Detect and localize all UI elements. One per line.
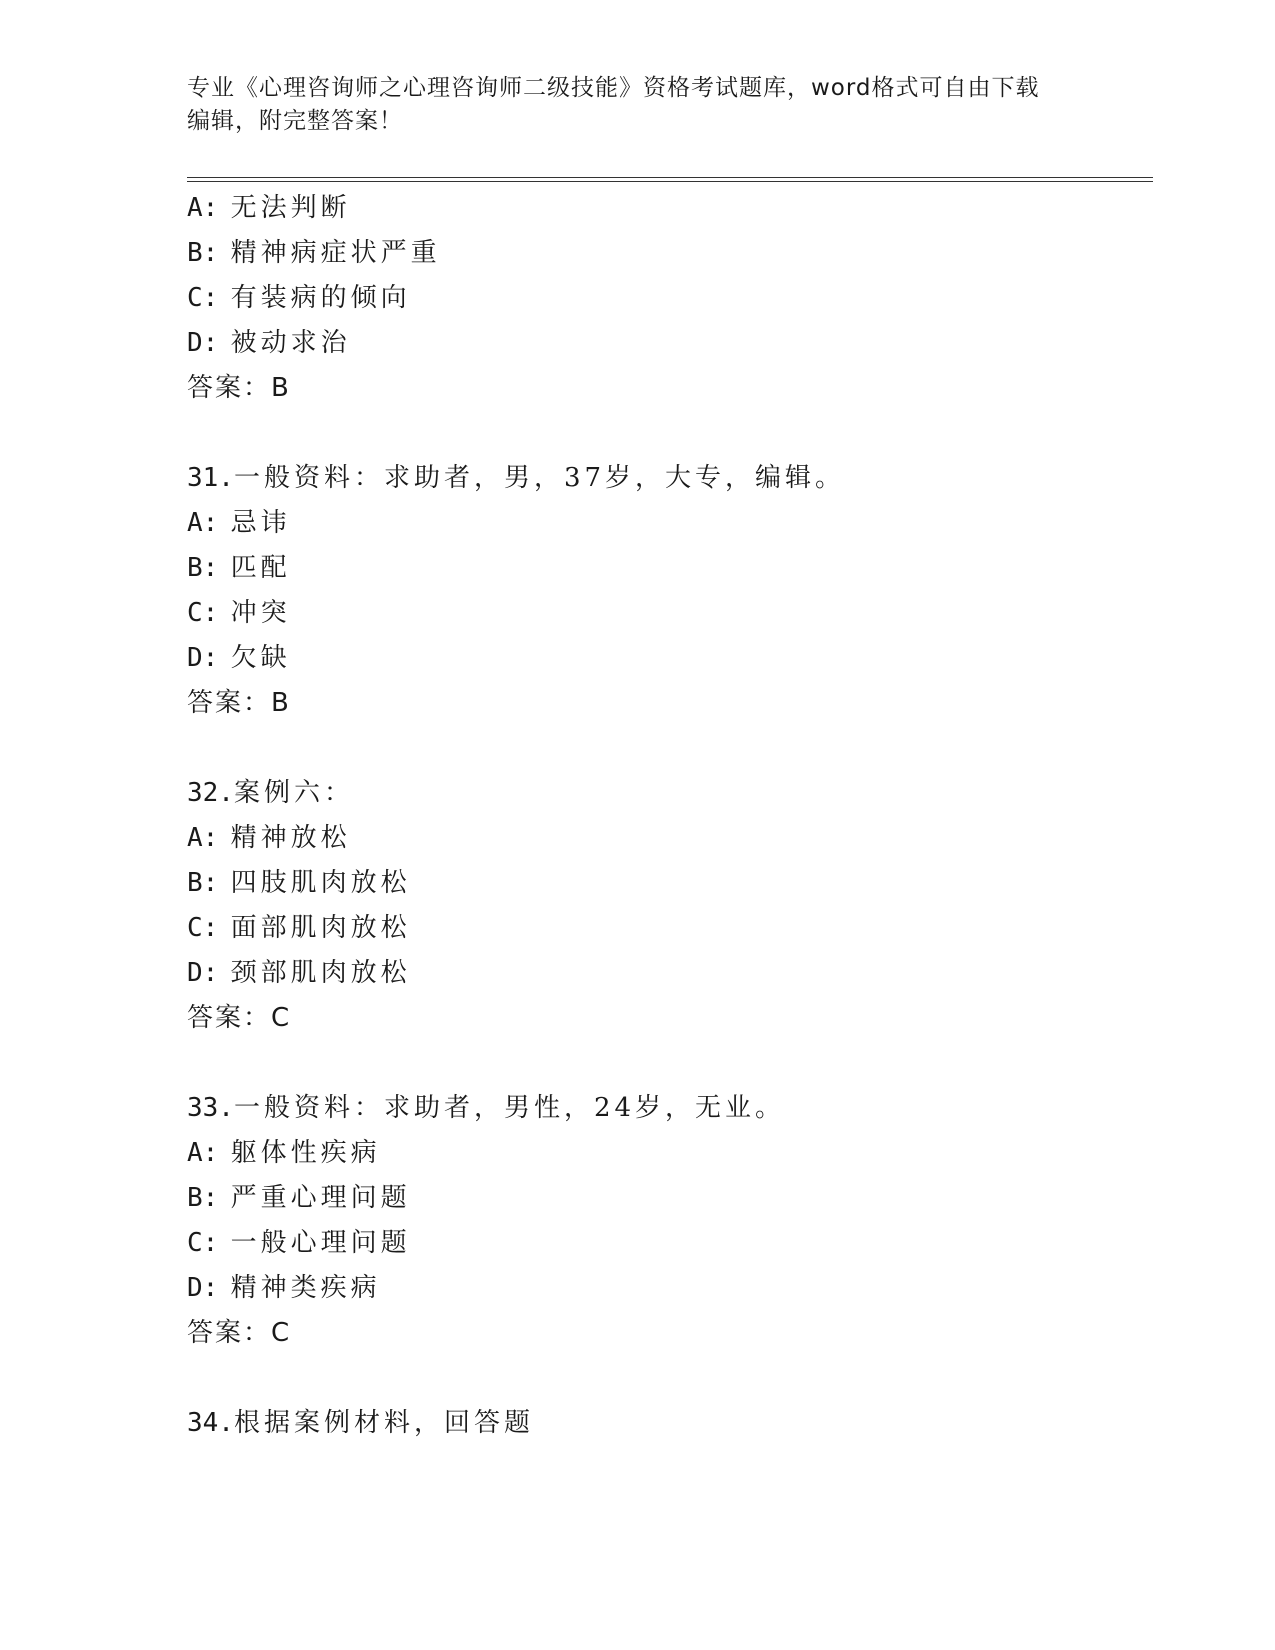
question-33-stem: 33.一般资料：求助者，男性，24岁，无业。 <box>187 1093 786 1123</box>
option-c: C: 面部肌肉放松 <box>187 913 411 943</box>
option-a: A: 躯体性疾病 <box>187 1138 381 1168</box>
option-c: C: 有装病的倾向 <box>187 283 411 313</box>
answer-line: 答案：B <box>187 688 291 718</box>
answer-line: 答案：B <box>187 373 291 403</box>
answer-line: 答案：C <box>187 1003 292 1033</box>
document-header <box>187 72 1087 138</box>
header-line-2: 编辑，附完整答案！ <box>187 108 403 134</box>
option-b: B: 匹配 <box>187 553 291 583</box>
question-34-stem: 34.根据案例材料，回答题 <box>187 1408 534 1438</box>
answer-line: 答案：C <box>187 1318 292 1348</box>
option-a: A: 无法判断 <box>187 193 351 223</box>
option-d: D: 颈部肌肉放松 <box>187 958 411 988</box>
question-31-stem: 31.一般资料：求助者，男，37岁，大专，编辑。 <box>187 463 846 493</box>
option-b: B: 严重心理问题 <box>187 1183 411 1213</box>
option-d: D: 精神类疾病 <box>187 1273 381 1303</box>
option-a: A: 精神放松 <box>187 823 351 853</box>
question-32-stem: 32.案例六： <box>187 778 354 808</box>
option-c: C: 冲突 <box>187 598 291 628</box>
option-a: A: 忌讳 <box>187 508 291 538</box>
option-b: B: 精神病症状严重 <box>187 238 441 268</box>
option-c: C: 一般心理问题 <box>187 1228 411 1258</box>
option-b: B: 四肢肌肉放松 <box>187 868 411 898</box>
option-d: D: 欠缺 <box>187 643 291 673</box>
header-divider <box>187 177 1153 182</box>
option-d: D: 被动求治 <box>187 328 351 358</box>
header-line-1: 专业《心理咨询师之心理咨询师二级技能》资格考试题库，word格式可自由下载 <box>187 75 1040 101</box>
